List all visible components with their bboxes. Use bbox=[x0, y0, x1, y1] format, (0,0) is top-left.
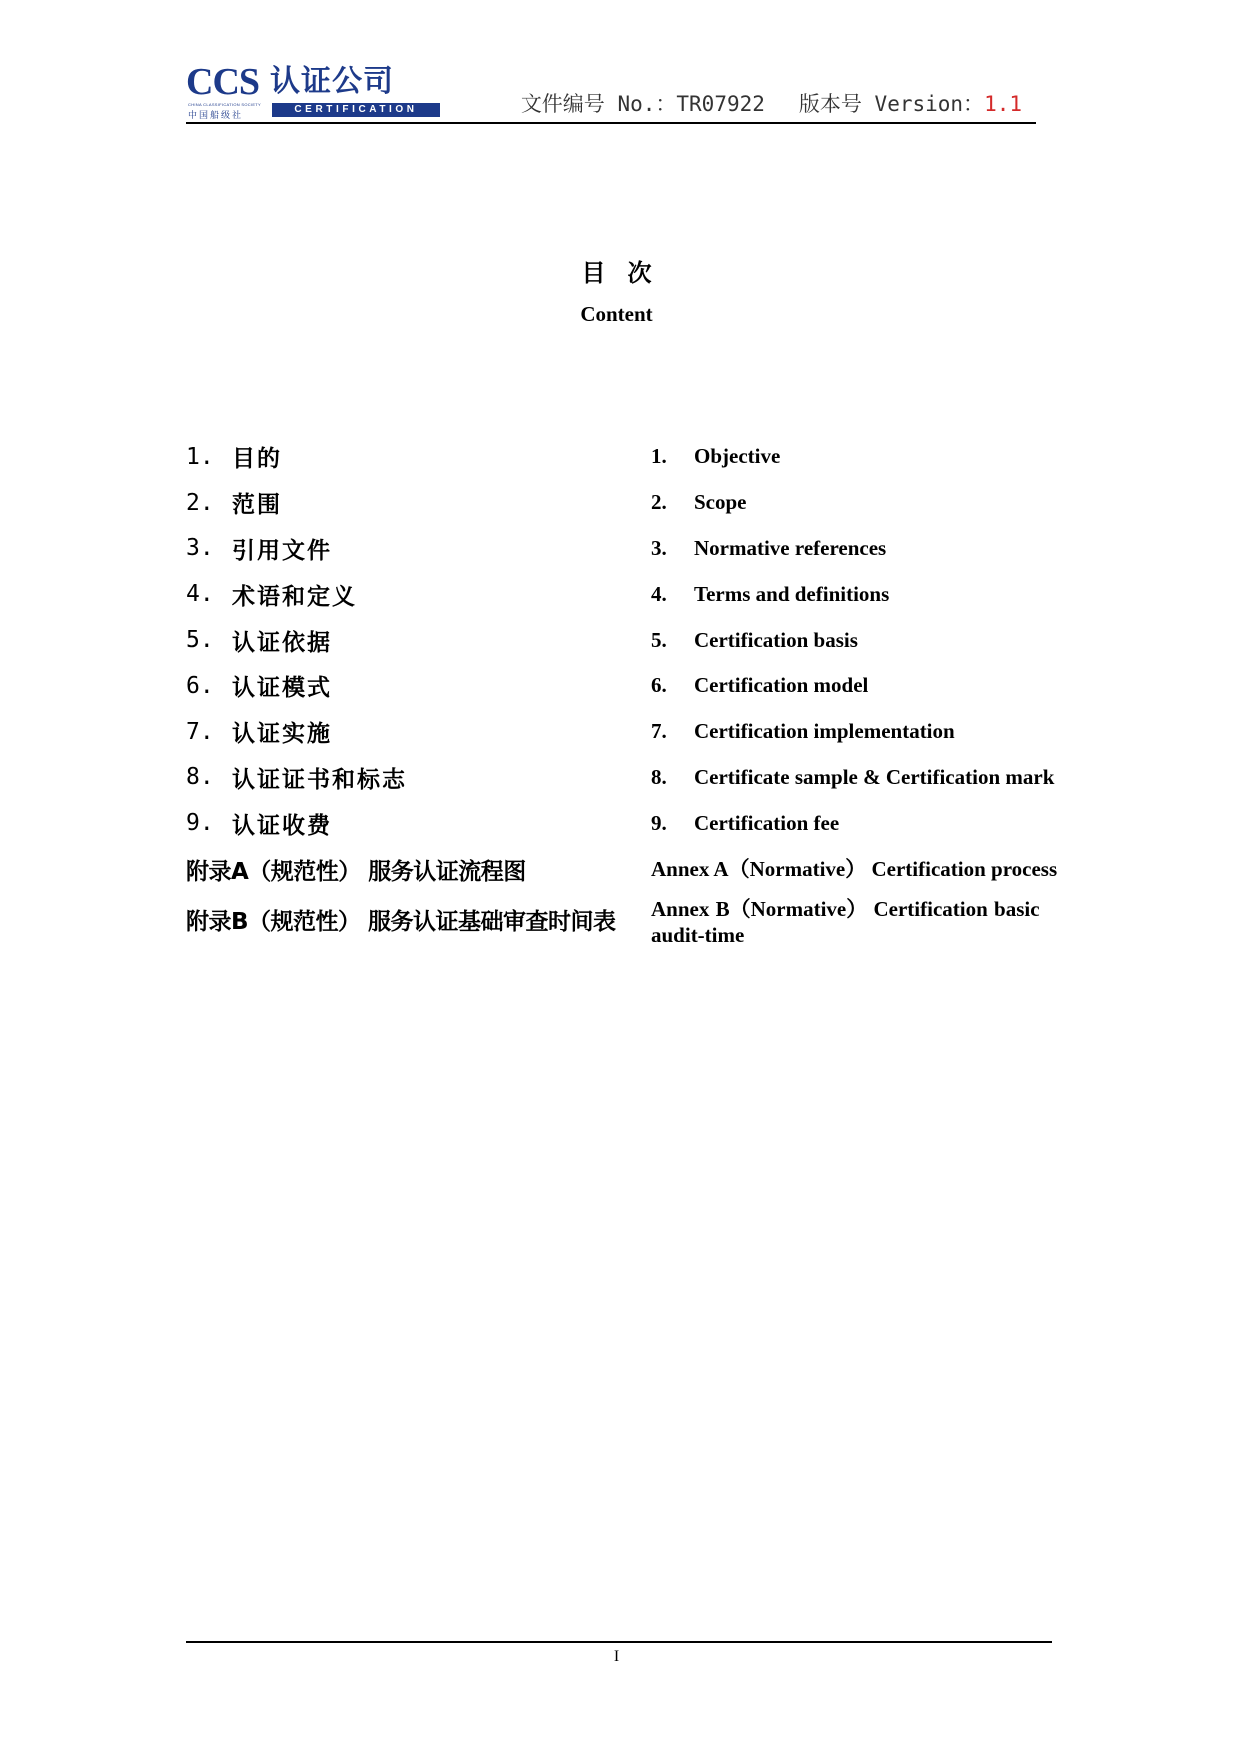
toc-en-num: 5. bbox=[651, 627, 667, 652]
toc-cn-num: 5. bbox=[186, 627, 214, 654]
toc-en-item[interactable] bbox=[651, 480, 1081, 526]
toc-en-label: Terms and definitions bbox=[694, 581, 890, 606]
toc-en-item[interactable] bbox=[651, 526, 1081, 572]
toc-cn-item[interactable] bbox=[186, 663, 606, 709]
ccs-logo bbox=[186, 62, 442, 120]
toc-en-label: Certification implementation bbox=[694, 719, 955, 744]
toc-cn-annex-a[interactable]: 附录A（规范性） 服务认证流程图 bbox=[186, 858, 526, 885]
toc-en-item[interactable] bbox=[651, 434, 1081, 480]
page-number: I bbox=[613, 1648, 620, 1665]
toc-cn-num: 3. bbox=[186, 535, 214, 562]
toc-en-label: Certification basis bbox=[694, 627, 858, 652]
toc-en-num: 1. bbox=[651, 444, 667, 469]
toc-en-item[interactable] bbox=[651, 663, 1081, 709]
toc-cn-label: 引用文件 bbox=[232, 537, 332, 564]
logo-cn-small-text: 中国船级社 bbox=[188, 111, 244, 121]
toc-cn-label: 认证模式 bbox=[232, 675, 332, 702]
toc-cn-item[interactable] bbox=[186, 709, 606, 755]
toc-cn-label: 术语和定义 bbox=[232, 583, 357, 610]
toc-cn-label: 目的 bbox=[232, 446, 282, 473]
toc-en-item[interactable] bbox=[651, 800, 1081, 846]
toc-cn-label: 范围 bbox=[232, 492, 282, 519]
toc-cn-label: 认证证书和标志 bbox=[232, 766, 407, 793]
logo-ccs-text: CCS bbox=[186, 61, 260, 103]
toc-cn-num: 1. bbox=[186, 443, 214, 470]
toc-cn-item[interactable] bbox=[186, 617, 606, 663]
toc-cn-num: 4. bbox=[186, 581, 214, 608]
toc-cn-label: 认证实施 bbox=[232, 721, 332, 748]
toc-en-label: Certification fee bbox=[694, 810, 840, 835]
toc-en-label: Scope bbox=[694, 490, 747, 515]
version-number: 1.1 bbox=[984, 92, 1022, 116]
toc-en-num: 8. bbox=[651, 764, 667, 789]
toc-en-num: 9. bbox=[651, 810, 667, 835]
doc-number: TR07922 bbox=[676, 92, 765, 116]
toc-en-num: 6. bbox=[651, 673, 667, 698]
header-divider bbox=[186, 122, 1036, 124]
page-title-cn: 目次 bbox=[581, 259, 674, 287]
toc-english bbox=[651, 434, 1081, 952]
toc-en-num: 4. bbox=[651, 581, 667, 606]
toc-en-num: 3. bbox=[651, 535, 667, 560]
toc-en-label: Objective bbox=[694, 444, 781, 469]
toc-cn-item[interactable] bbox=[186, 571, 606, 617]
toc-en-num: 2. bbox=[651, 490, 667, 515]
toc-en-item[interactable] bbox=[651, 617, 1081, 663]
toc-cn-item[interactable] bbox=[186, 800, 606, 846]
toc-cn-annex-b[interactable]: 附录B（规范性） 服务认证基础审查时间表 bbox=[186, 909, 616, 936]
document-info bbox=[521, 88, 1022, 118]
page-title-en: Content bbox=[580, 302, 653, 326]
toc-en-item[interactable] bbox=[651, 755, 1081, 801]
footer-divider bbox=[186, 1641, 1052, 1643]
toc-cn-label: 认证收费 bbox=[232, 812, 332, 839]
toc-cn-num: 2. bbox=[186, 489, 214, 516]
toc-cn-num: 7. bbox=[186, 718, 214, 745]
logo-society-text: CHINA CLASSIFICATION SOCIETY bbox=[188, 102, 262, 107]
toc-cn-num: 9. bbox=[186, 810, 214, 837]
toc-cn-label: 认证依据 bbox=[232, 629, 332, 656]
toc-cn-num: 6. bbox=[186, 672, 214, 699]
logo-certification-band: CERTIFICATION bbox=[272, 103, 440, 117]
toc-en-label: Normative references bbox=[694, 535, 887, 560]
toc-cn-item[interactable] bbox=[186, 755, 606, 801]
toc-en-num: 7. bbox=[651, 719, 667, 744]
logo-cn-text: 认证公司 bbox=[270, 64, 394, 99]
toc-chinese bbox=[186, 434, 616, 948]
toc-cn-num: 8. bbox=[186, 764, 214, 791]
toc-en-annex-a[interactable]: Annex A（Normative） Certification process bbox=[651, 857, 1058, 882]
toc-cn-item[interactable] bbox=[186, 526, 606, 572]
page-header bbox=[186, 62, 1036, 122]
toc-en-item[interactable] bbox=[651, 571, 1081, 617]
toc-en-label: Certificate sample & Certification mark bbox=[694, 764, 1055, 789]
toc-en-annex-b[interactable]: Annex B（Normative） Certification basic audit-time bbox=[651, 896, 1040, 947]
doc-number-label: 文件编号 No.： bbox=[520, 92, 677, 116]
toc-cn-item[interactable] bbox=[186, 480, 606, 526]
version-label: 版本号 Version： bbox=[798, 92, 985, 116]
toc-cn-item[interactable] bbox=[186, 434, 606, 480]
toc-en-item[interactable] bbox=[651, 709, 1081, 755]
toc-en-label: Certification model bbox=[694, 673, 869, 698]
